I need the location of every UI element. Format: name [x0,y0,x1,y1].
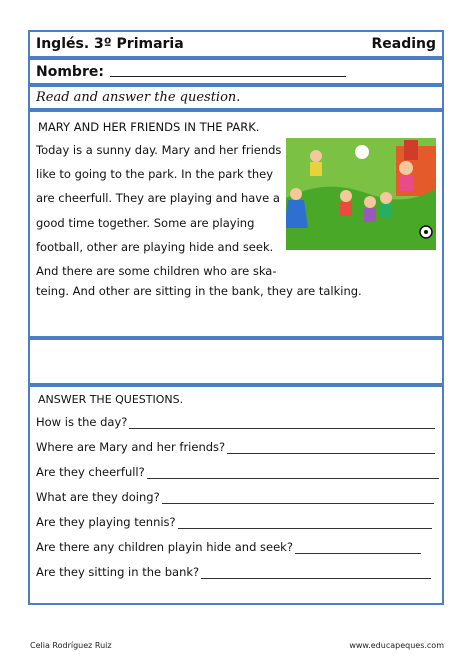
child-figure [399,161,413,175]
sun-icon [355,145,369,159]
reading-line: And there are some children who are ska- [36,264,277,279]
park-illustration [286,138,436,250]
reading-line: Today is a sunny day. Mary and her friends [36,143,282,157]
reading-title: MARY AND HER FRIENDS IN THE PARK. [38,120,260,134]
answer-line[interactable] [178,527,432,529]
footer-author: Celia Rodríguez Ruiz [30,641,112,650]
question-row [36,540,421,554]
question-text: Are they cheerfull? [36,465,145,479]
name-label: Nombre: [36,63,104,80]
answer-line[interactable] [201,577,431,579]
answer-line[interactable] [162,502,434,504]
question-text: How is the day? [36,415,128,429]
instruction-text: Read and answer the question. [36,90,241,105]
worksheet-type: Reading [371,36,436,52]
question-row [36,565,431,579]
child-figure [364,196,376,208]
reading-line: good time together. Some are playing [36,215,255,230]
reading-line: teing. And other are sitting in the bank, they are talking. [36,284,362,298]
reading-line: like to going to the park. In the park they [36,167,274,182]
child-figure [340,190,352,202]
subject-title: Inglés. 3º Primaria [36,36,184,52]
answer-line[interactable] [227,452,435,454]
question-row [36,515,432,529]
worksheet-header [28,30,444,58]
reading-line: football, other are playing hide and seek. [36,239,274,254]
question-text: Are there any children playin hide and seek? [36,540,293,554]
question-text: Are they playing tennis? [36,515,176,529]
question-row [36,490,434,504]
name-answer-line[interactable] [110,66,346,77]
answer-line[interactable] [147,477,439,479]
questions-box [28,385,444,605]
blank-row [28,338,444,385]
question-text: Where are Mary and her friends? [36,440,226,454]
answer-line[interactable] [295,552,421,554]
child-figure [380,192,392,204]
question-row [36,465,439,479]
mary-figure [290,188,302,200]
question-row [36,415,435,429]
question-row [36,440,435,454]
child-figure [310,150,322,162]
reading-line: are cheerfull. They are playing and have a [36,191,280,206]
question-text: Are they sitting in the bank? [36,565,200,579]
question-text: What are they doing? [36,490,160,504]
instruction-row [28,85,444,110]
name-row [28,58,444,85]
footer-site[interactable]: www.educapeques.com [349,641,444,650]
questions-title: ANSWER THE QUESTIONS. [38,393,184,406]
answer-line[interactable] [129,427,435,429]
reading-paragraph [36,138,306,283]
